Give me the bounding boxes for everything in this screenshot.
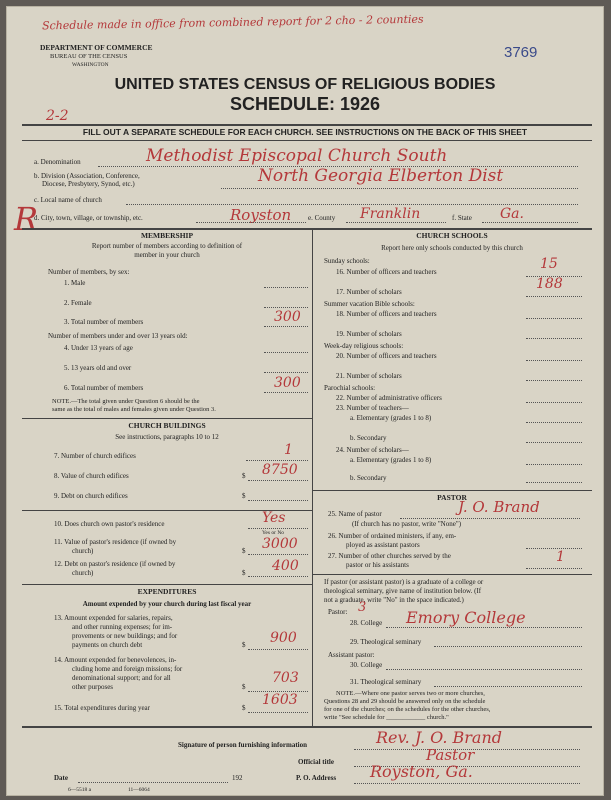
county-label: e. County (308, 214, 336, 222)
q15-dollar: $ (242, 704, 246, 712)
form-number: 3769 (504, 44, 538, 61)
q10-hint: Yes or No (262, 530, 285, 536)
parochial-label: Parochial schools: (324, 384, 376, 392)
q13-line2: and other running expenses; for im- (72, 623, 173, 631)
q13-dollar: $ (242, 641, 246, 649)
schools-heading: CHURCH SCHOOLS (416, 231, 488, 240)
local-name-label: c. Local name of church (34, 196, 102, 204)
grad-line2: theological seminary, give name of institution below. (If (324, 587, 482, 595)
q30-label: 30. College (350, 661, 383, 669)
q24a-label: a. Elementary (grades 1 to 8) (350, 456, 432, 464)
signature-value: Rev. J. O. Brand (376, 728, 503, 747)
q19-label: 19. Number of scholars (336, 330, 402, 338)
buildings-sub: See instructions, paragraphs 10 to 12 (115, 433, 219, 441)
q11-dollar: $ (242, 547, 246, 555)
q20-label: 20. Number of officers and teachers (336, 352, 437, 360)
q10-value: Yes (262, 510, 286, 526)
handwritten-annotation: Schedule made in office from combined report for 2 cho - 2 counties (41, 12, 424, 33)
official-title-value: Pastor (426, 746, 475, 764)
denomination-value: Methodist Episcopal Church South (146, 146, 448, 166)
city-value: Royston (230, 206, 292, 224)
q3-label: 3. Total number of members (64, 318, 144, 326)
pastor-note-4: write "See schedule for ____________ church." (324, 714, 449, 721)
q14-line4: other purposes (72, 683, 114, 691)
q28-label: 28. College (350, 619, 383, 627)
q23a-label: a. Elementary (grades 1 to 8) (350, 414, 432, 422)
q1-label: 1. Male (64, 279, 86, 287)
under-over-label: Number of members under and over 13 years old: (48, 332, 188, 340)
schedule-year: SCHEDULE: 1926 (229, 94, 381, 114)
pastor-note-1: NOTE.—Where one pastor serves two or more churches, (336, 690, 485, 697)
handwritten-2-2: 2-2 (46, 108, 69, 124)
q14-line2: cluding home and foreign missions; for (72, 665, 183, 673)
q15-value: 1603 (262, 692, 298, 708)
q26-line1: 26. Number of ordained ministers, if any, em- (328, 532, 457, 540)
q3-value: 300 (274, 309, 301, 325)
weekday-label: Week-day religious schools: (324, 342, 404, 350)
buildings-heading: CHURCH BUILDINGS (128, 421, 206, 430)
q6-label: 6. Total number of members (64, 384, 144, 392)
pastor-subheading: Pastor: (328, 608, 348, 616)
margin-mark-r: R (14, 200, 39, 238)
expenditures-heading: EXPENDITURES (137, 587, 197, 596)
q31-label: 31. Theological seminary (350, 678, 422, 686)
q28-value: Emory College (406, 608, 526, 627)
division-value: North Georgia Elberton Dist (258, 166, 504, 186)
grad-line3: not a graduate, write "No" in the space indicated.) (324, 596, 464, 604)
pastor-note-3: for one of the churches; on the schedules for the other churches, (324, 706, 491, 713)
pastor-heading: PASTOR (437, 493, 467, 502)
q14-line3: denominational support; and for all (72, 674, 171, 682)
q8-dollar: $ (242, 472, 246, 480)
q21-label: 21. Number of scholars (336, 372, 402, 380)
assistant-subheading: Assistant pastor: (328, 651, 375, 659)
q29-label: 29. Theological seminary (350, 638, 422, 646)
q13-line1: 13. Amount expended for salaries, repairs, (54, 614, 173, 622)
schools-sub: Report here only schools conducted by this church (381, 244, 523, 252)
po-address-value: Royston, Ga. (370, 762, 473, 781)
q10-label: 10. Does church own pastor's residence (54, 520, 165, 528)
q12-label-1: 12. Debt on pastor's residence (if owned by (54, 560, 176, 568)
signature-label: Signature of person furnishing information (178, 741, 307, 749)
q13-line3: provements or new buildings; and for (72, 632, 178, 640)
q12-dollar: $ (242, 569, 246, 577)
membership-sub1: Report number of members according to definition of (91, 242, 243, 250)
department-line3: WASHINGTON (72, 62, 109, 68)
division-label-2: Diocese, Presbytery, Synod, etc.) (42, 180, 135, 188)
date-year: 192 (232, 774, 243, 782)
q2-label: 2. Female (64, 299, 92, 307)
department-line2: BUREAU OF THE CENSUS (50, 53, 128, 60)
q14-value: 703 (272, 670, 299, 686)
q11-value: 3000 (262, 536, 298, 552)
q25-note: (If church has no pastor, write "None") (352, 520, 462, 528)
division-label-1: b. Division (Association, Conference, (34, 172, 140, 180)
q14-dollar: $ (242, 683, 246, 691)
pastor-note-2: Questions 28 and 29 should be answered only on the schedule (324, 698, 486, 705)
membership-note-1: NOTE.—The total given under Question 6 should be the (52, 398, 200, 405)
q7-label: 7. Number of church edifices (54, 452, 136, 460)
grad-line1: If pastor (or assistant pastor) is a graduate of a college or (324, 578, 484, 586)
official-title-label: Official title (298, 758, 334, 766)
q18-label: 18. Number of officers and teachers (336, 310, 437, 318)
county-value: Franklin (360, 206, 421, 222)
q14-line1: 14. Amount expended for benevolences, in- (54, 656, 177, 664)
q13-value: 900 (270, 630, 297, 646)
po-address-label: P. O. Address (296, 774, 337, 782)
membership-heading: MEMBERSHIP (140, 231, 194, 240)
expenditures-sub: Amount expended by your church during last fiscal year (82, 600, 252, 608)
q5-label: 5. 13 years old and over (64, 364, 132, 372)
sunday-label: Sunday schools: (324, 257, 370, 265)
q25-value: J. O. Brand (458, 498, 540, 516)
date-label: Date (54, 774, 68, 782)
q16-label: 16. Number of officers and teachers (336, 268, 437, 276)
q23-label: 23. Number of teachers— (336, 404, 409, 412)
q11-label-1: 11. Value of pastor's residence (if owned by (54, 538, 177, 546)
q9-label: 9. Debt on church edifices (54, 492, 128, 500)
q27-line2: pastor or his assistants (346, 561, 409, 569)
q15-label: 15. Total expenditures during year (54, 704, 150, 712)
membership-sub2: member in your church (134, 251, 200, 259)
q12-value: 400 (272, 558, 299, 574)
q24-label: 24. Number of scholars— (336, 446, 409, 454)
form-code-2: 11—6064 (128, 787, 150, 793)
summer-label: Summer vacation Bible schools: (324, 300, 415, 308)
q25-label: 25. Name of pastor (328, 510, 382, 518)
department-line1: DEPARTMENT OF COMMERCE (40, 43, 153, 52)
q22-label: 22. Number of administrative officers (336, 394, 442, 402)
q23b-label: b. Secondary (350, 434, 387, 442)
q7-value: 1 (284, 442, 293, 458)
q6-value: 300 (274, 375, 301, 391)
form-code-1: 6—5518 a (68, 787, 92, 793)
q27-value: 1 (556, 549, 565, 565)
q16-value: 15 (540, 256, 558, 272)
census-form (6, 6, 604, 796)
q4-label: 4. Under 13 years of age (64, 344, 133, 352)
q8-value: 8750 (262, 462, 298, 478)
pastor-mark: 3 (358, 600, 367, 615)
form-title: UNITED STATES CENSUS OF RELIGIOUS BODIES (114, 76, 496, 93)
state-value: Ga. (500, 206, 524, 222)
q13-line4: payments on church debt (72, 641, 143, 649)
q11-label-2: church) (72, 547, 94, 555)
instruction-line: FILL OUT A SEPARATE SCHEDULE FOR EACH CHURCH. SEE INSTRUCTIONS ON THE BACK OF THIS SHEET (82, 127, 528, 137)
q26-line2: ployed as assistant pastors (346, 541, 420, 549)
q27-line1: 27. Number of other churches served by the (328, 552, 451, 560)
q17-value: 188 (536, 276, 563, 292)
by-sex-label: Number of members, by sex: (48, 268, 130, 276)
q12-label-2: church) (72, 569, 94, 577)
membership-note-2: same as the total of males and females given under Question 3. (52, 406, 216, 413)
q17-label: 17. Number of scholars (336, 288, 402, 296)
city-label: d. City, town, village, or township, etc. (34, 214, 143, 222)
q8-label: 8. Value of church edifices (54, 472, 129, 480)
state-label: f. State (452, 214, 472, 222)
q9-dollar: $ (242, 492, 246, 500)
denomination-label: a. Denomination (34, 158, 81, 166)
q24b-label: b. Secondary (350, 474, 387, 482)
